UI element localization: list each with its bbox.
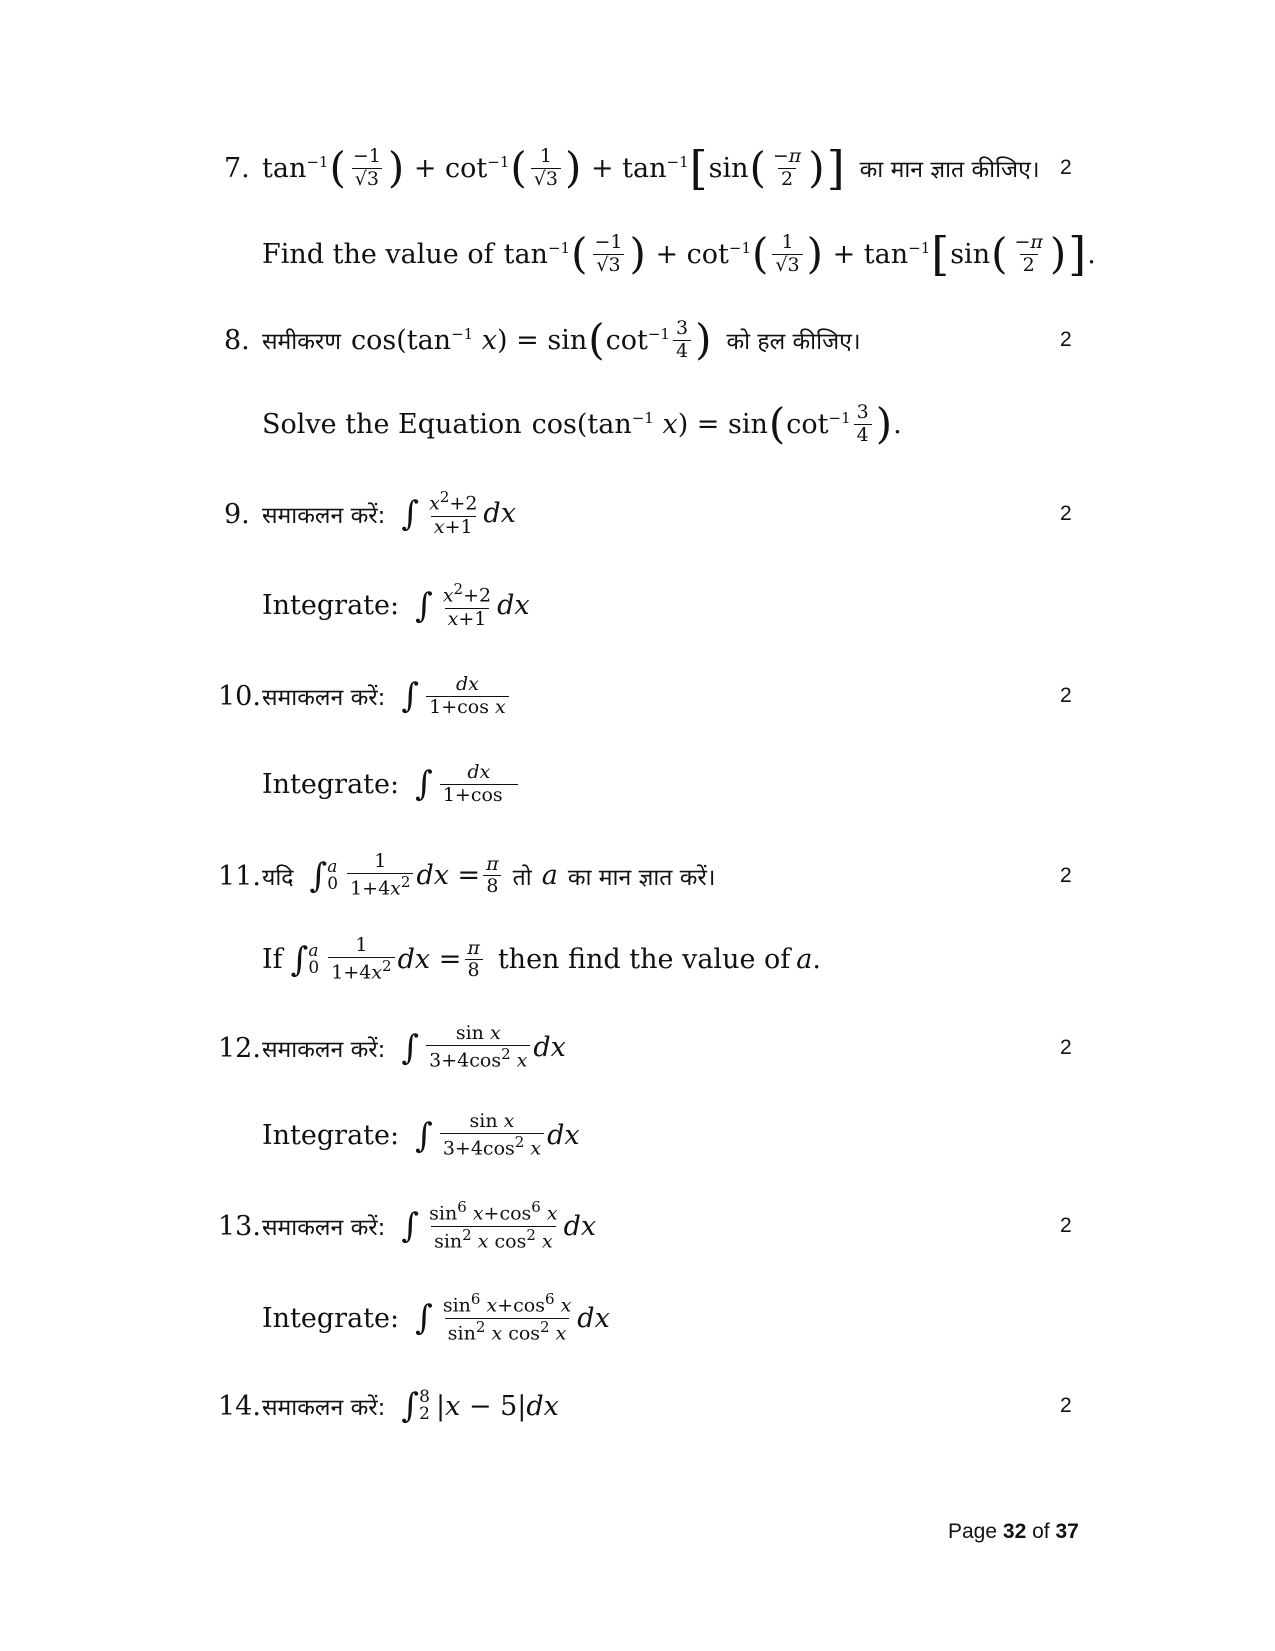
english-text: Integrate: — [262, 768, 400, 800]
marks: 2 — [1060, 684, 1072, 707]
question-number: 13. — [218, 1210, 261, 1242]
page-label: Page — [948, 1520, 998, 1543]
hindi-text: का मान ज्ञात कीजिए। — [859, 157, 1040, 183]
current-page-number: 32 — [1002, 1520, 1027, 1543]
hindi-text: समाकलन करें: — [262, 685, 386, 711]
question-12-english — [0, 1106, 1275, 1166]
marks: 2 — [1060, 328, 1072, 351]
question-9-english-expression: Integrate: ∫ $\frac{x^2+2}{x+1}$ dx — [262, 580, 530, 630]
question-9-expression: समाकलन करें: ∫ $\frac{x^2+2}{x+1}$ dx — [262, 488, 516, 538]
english-text: If — [262, 944, 283, 976]
english-text: Integrate: — [262, 1120, 400, 1152]
marks: 2 — [1060, 502, 1072, 525]
english-text: Integrate: — [262, 1302, 400, 1334]
question-8-english-expression: Solve the Equation $\cos(\tan^{-1}$ x) = sin ( $\cot^{-1}$ $\frac{3}{4}$ ) . — [262, 399, 902, 448]
question-number: 10. — [218, 680, 261, 712]
marks: 2 — [1060, 1036, 1072, 1059]
question-11-expression: यदि ∫ a 0 $\frac{1}{1+4x^2}$ dx = $\frac{\pi}{8}$ तो a का मान ज्ञात करें। — [262, 850, 716, 900]
question-10-expression: समाकलन करें: ∫ $\frac{dx}{\text{1+cos x}}$ — [262, 674, 512, 719]
hindi-text-suffix: को हल कीजिए। — [726, 329, 861, 355]
marks: 2 — [1060, 1394, 1072, 1417]
english-text: Solve the Equation — [262, 408, 522, 440]
question-13-english — [0, 1288, 1275, 1348]
question-14-expression: समाकलन करें: ∫ 8 2 |x − 5|dx — [262, 1386, 559, 1426]
english-text-suffix: then find the value of — [497, 944, 791, 976]
question-7-hindi — [0, 138, 1275, 198]
question-13-hindi — [0, 1196, 1275, 1256]
question-7-expression: $\tan^{-1}$ ( $\frac{-1}{√3}$ ) + $\cot^{-1}$ ( $\frac{1}{√3}$ ) + $\tan^{-1}$ [ sin ( $\frac{-\pi}{2}$ ) ] का मान ज्ञात कीजिए। — [262, 141, 1040, 195]
question-11-english-expression: If ∫ a 0 $\frac{1}{1+4x^2}$ dx = $\frac{\pi}{8}$ then find the value of a. — [262, 934, 821, 984]
hindi-text: समीकरण — [262, 329, 341, 355]
english-text: Integrate: — [262, 590, 400, 622]
english-text: Find the value of — [262, 238, 494, 270]
question-number: 11. — [218, 860, 261, 892]
question-7-english — [0, 224, 1275, 284]
hindi-text: समाकलन करें: — [262, 1215, 386, 1241]
question-11-english — [0, 930, 1275, 990]
question-14-hindi — [0, 1376, 1275, 1436]
question-13-expression: समाकलन करें: ∫ $\frac{\sin^6 x+\cos^6 x}{\sin^2 x \cos^2 x}$ dx — [262, 1198, 597, 1252]
question-number: 8. — [224, 324, 250, 356]
question-8-expression: समीकरण $\cos(\tan^{-1}$ x) = sin ( $\cot^{-1}$ $\frac{3}{4}$ ) को हल कीजिए। — [262, 315, 861, 364]
question-number: 7. — [224, 152, 250, 184]
question-8-hindi — [0, 312, 1275, 368]
question-9-english — [0, 576, 1275, 636]
question-12-hindi — [0, 1018, 1275, 1078]
question-9-hindi — [0, 484, 1275, 544]
question-number: 12. — [218, 1032, 261, 1064]
question-7-english-expression: Find the value of $\tan^{-1}$ ( $\frac{-1}{√3}$ ) + $\cot^{-1}$ ( $\frac{1}{√3}$ ) + $\tan^{-1}$ [ sin ( $\frac{-\pi}{2}$ ) ] . — [262, 227, 1096, 281]
question-10-english-expression: Integrate: ∫ $\frac{dx}{1+\cos}$ — [262, 762, 521, 807]
question-11-hindi — [0, 846, 1275, 906]
page-footer — [948, 1520, 1079, 1544]
question-number: 9. — [224, 498, 250, 530]
hindi-text: समाकलन करें: — [262, 1036, 386, 1063]
hindi-text: समाकलन करें: — [262, 1395, 386, 1421]
question-8-english — [0, 396, 1275, 452]
question-10-hindi — [0, 668, 1275, 724]
question-12-english-expression: Integrate: ∫ $\frac{\text{sin x}}{3+4\cos^2 x}$ dx — [262, 1110, 580, 1160]
hindi-text: समाकलन करें: — [262, 502, 386, 529]
question-12-expression: समाकलन करें: ∫ $\frac{\text{sin x}}{3+4\cos^2 x}$ dx — [262, 1022, 566, 1072]
question-13-english-expression: Integrate: ∫ $\frac{\sin^6 x+\cos^6 x}{\sin^2 x \cos^2 x}$ dx — [262, 1290, 610, 1344]
marks: 2 — [1060, 864, 1072, 887]
total-pages: 37 — [1055, 1520, 1079, 1543]
marks: 2 — [1060, 1214, 1072, 1237]
question-number: 14. — [218, 1390, 261, 1422]
hindi-text: यदि — [262, 864, 294, 891]
question-10-english — [0, 756, 1275, 812]
marks: 2 — [1060, 156, 1072, 179]
hindi-text-suffix: का मान ज्ञात करें। — [567, 864, 716, 891]
page-of-label: of — [1032, 1520, 1050, 1543]
